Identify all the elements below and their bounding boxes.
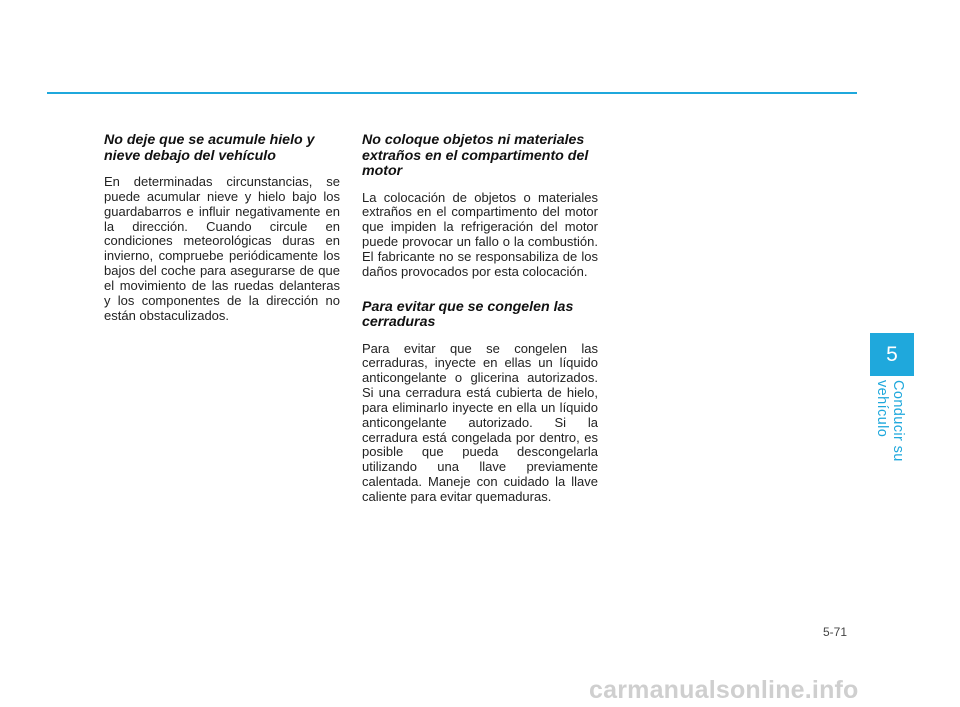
section-spacer (362, 280, 598, 300)
page-number: 5-71 (823, 625, 848, 639)
right-column (362, 133, 598, 505)
chapter-number-tab (870, 333, 914, 376)
section-heading-frozen-locks: Para evitar que se congelen las cerraduras (362, 298, 574, 331)
left-column (104, 133, 340, 323)
section-body-engine-compartment: La colocación de objetos o materiales extraños en el compartimento del motor que impiden la refrigeración del motor puede provocar un fallo o la combustión. El fabricante no se responsabiliza de los daños provocados por esta colocación. (362, 189, 598, 279)
header-rule (47, 92, 857, 94)
section-body-frozen-locks: Para evitar que se congelen las cerraduras, inyecte en ellas un líquido anticongelante o glicerina autorizados. Si una cerradura está cubierta de hielo, para eliminarlo inyecte en ella un líquido anticongelante autorizado. Si la cerradura está congelada por dentro, es posible que pueda descongelarla utilizando una llave previamente calentada. Maneje con cuidado la llave caliente para evitar quemaduras. (362, 340, 598, 504)
chapter-number: 5 (886, 342, 898, 366)
section-heading-ice-snow: No deje que se acumule hielo y nieve debajo del vehículo (104, 132, 315, 164)
chapter-title: Conducir su vehículo (874, 380, 906, 462)
section-heading-engine-compartment: No coloque objetos ni materiales extraños en el compartimento del motor (362, 132, 589, 179)
section-body-ice-snow: En determinadas circunstancias, se puede acumular nieve y hielo bajo los guardabarros e influir negativamente en la dirección. Cuando circule en condiciones meteorológicas duras en invierno, compruebe periódicamente los bajos del coche para asegurarse de que el movimiento de las ruedas delanteras y los componentes de la dirección no están obstaculizados. (104, 174, 340, 323)
watermark-text: carmanualsonline.info (589, 676, 859, 704)
